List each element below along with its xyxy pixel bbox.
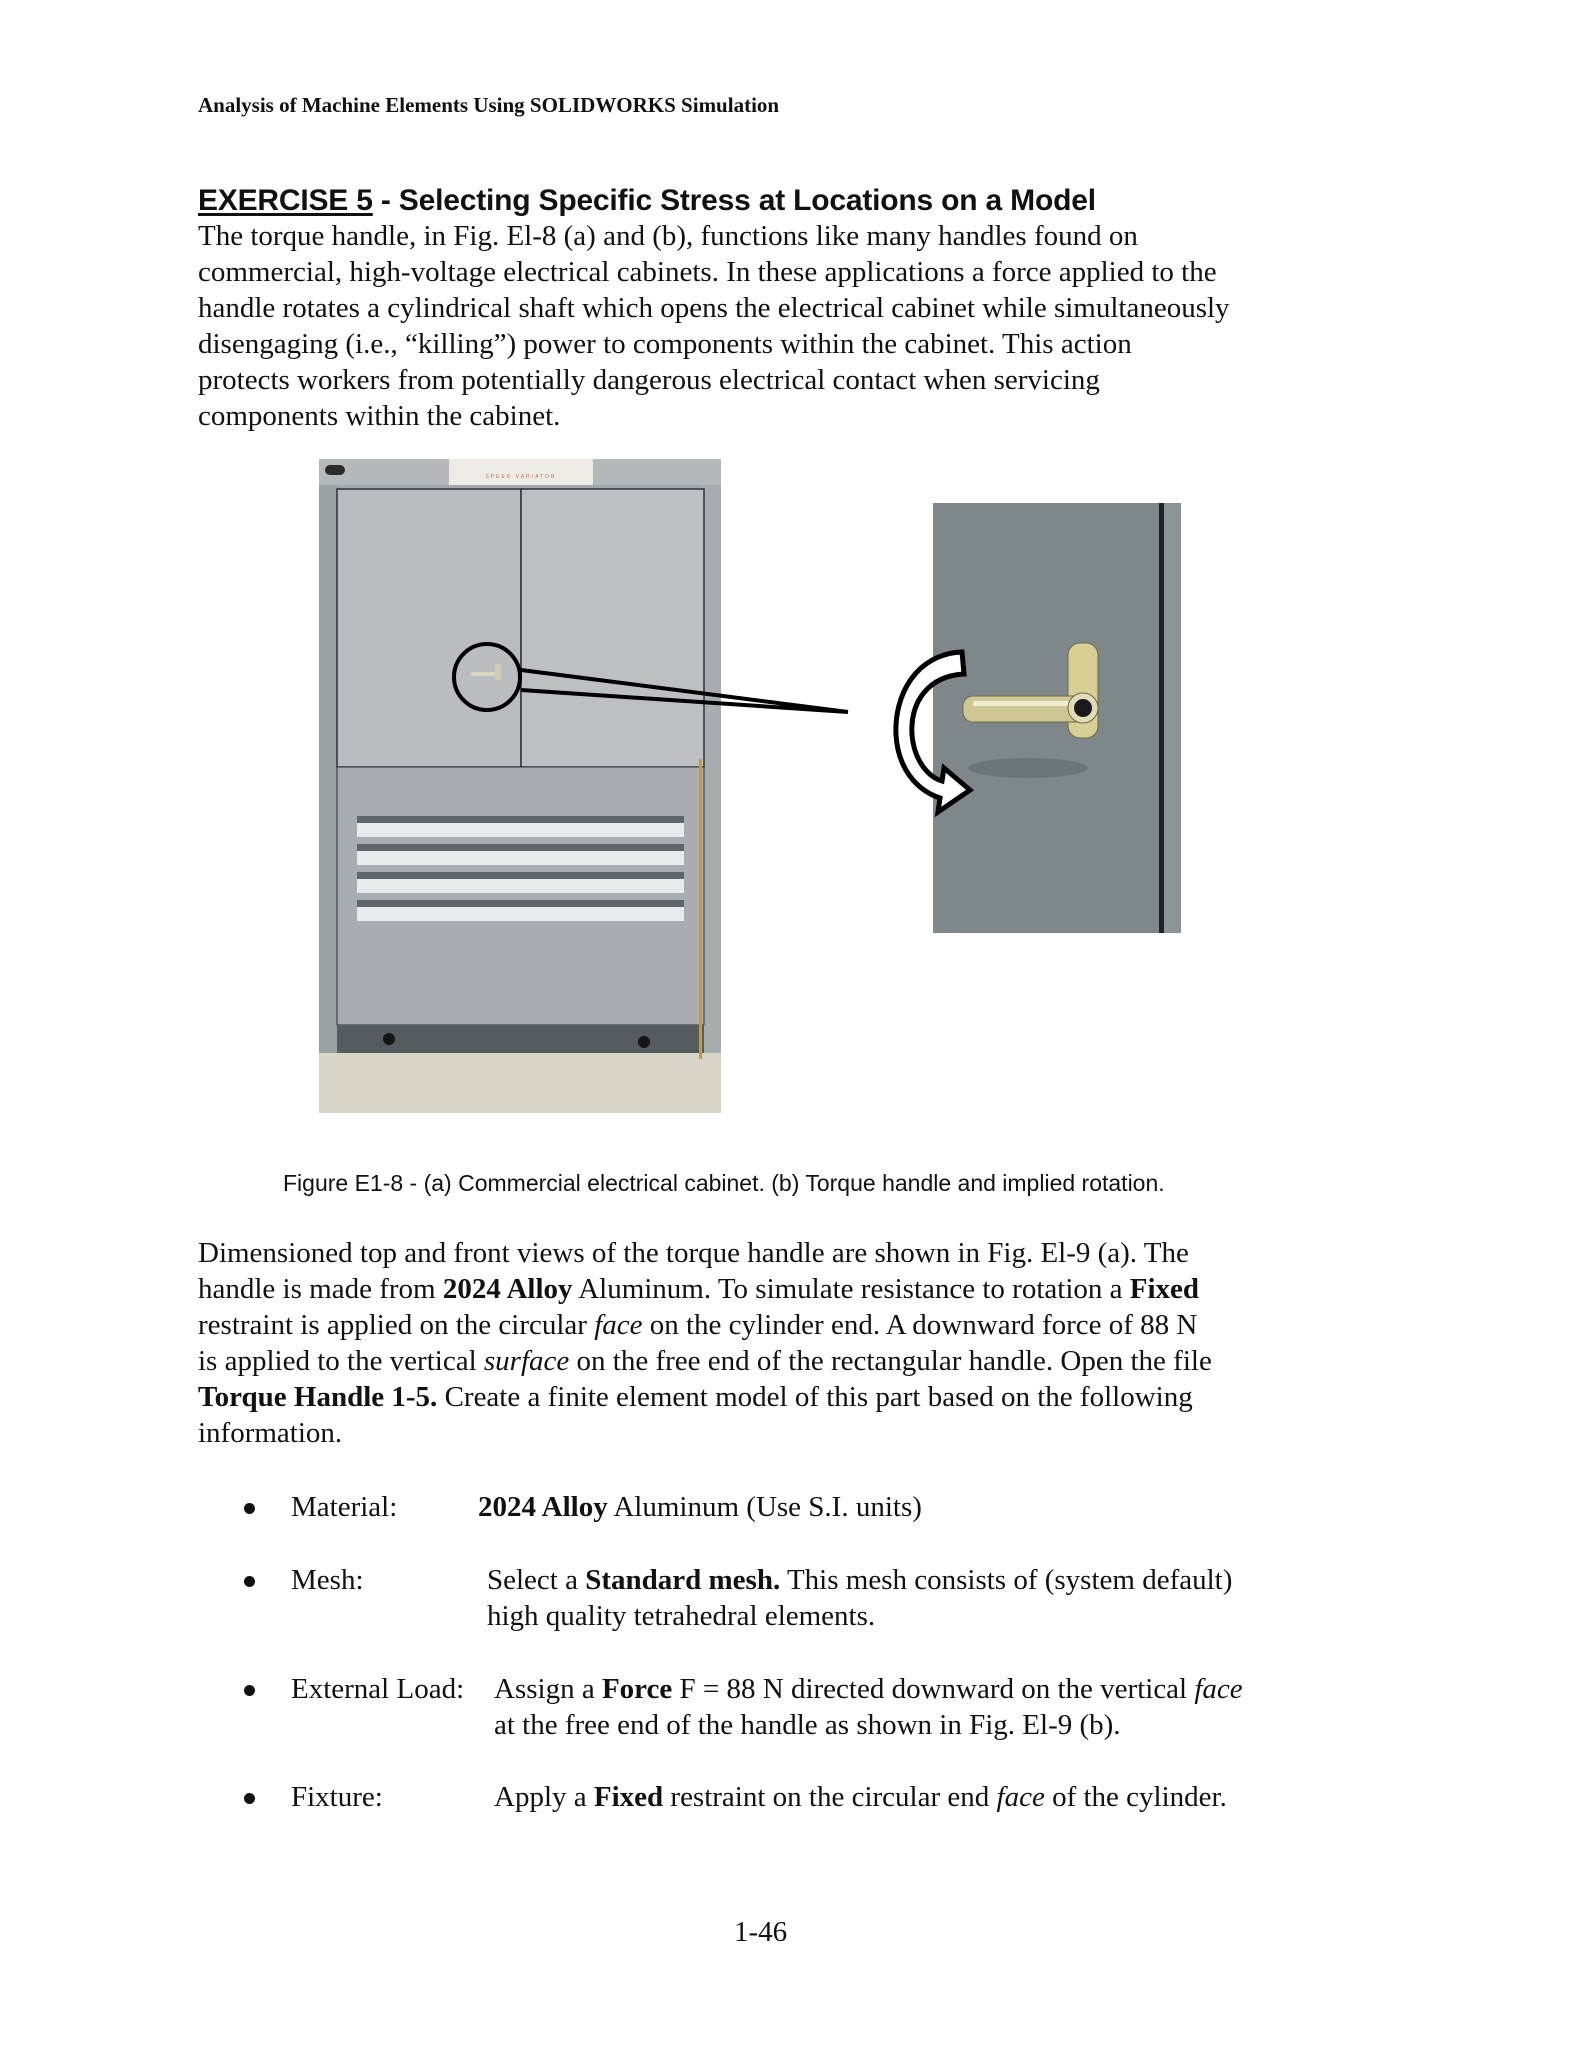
label-plate-text: SPEED VARIATOR	[485, 474, 557, 480]
text-run: Create a finite element model of this part based on the following	[437, 1381, 1193, 1413]
paragraph-line: disengaging (i.e., “killing”) power to components within the cabinet. This action	[198, 328, 1132, 360]
exercise-number: EXERCISE 5	[198, 184, 373, 217]
restraint-type: Fixed	[1129, 1273, 1200, 1305]
material-name: 2024 Alloy	[442, 1273, 573, 1305]
spec-label: Mesh:	[291, 1564, 364, 1596]
text-run: on the free end of the rectangular handle. Open the file	[569, 1345, 1212, 1377]
text-run: face	[1194, 1673, 1243, 1705]
text-run: face	[996, 1781, 1045, 1813]
text-run: Force	[601, 1673, 673, 1705]
text-run: at the free end of the handle as shown in Fig. El-9 (b).	[494, 1709, 1121, 1741]
paragraph-line	[198, 1379, 1212, 1415]
spec-label: Material:	[291, 1491, 398, 1523]
bullet-icon	[244, 1503, 255, 1514]
page-number: 1-46	[734, 1916, 788, 1948]
emphasis-face: face	[594, 1309, 643, 1341]
text-run: high quality tetrahedral elements.	[487, 1600, 876, 1632]
running-header: Analysis of Machine Elements Using SOLIDWORKS Simulation	[198, 93, 780, 117]
intro-paragraph	[198, 218, 1230, 434]
text-run: Standard mesh.	[585, 1564, 781, 1596]
paragraph-line	[198, 1307, 1212, 1343]
bullet-icon	[244, 1793, 255, 1804]
text-run: Assign a	[494, 1673, 602, 1705]
text-run: Aluminum (Use S.I. units)	[607, 1491, 922, 1523]
callout-pointer	[518, 660, 858, 720]
paragraph-line: The torque handle, in Fig. El-8 (a) and (b), functions like many handles found on	[198, 220, 1138, 252]
spec-value	[494, 1779, 1227, 1815]
spec-value	[478, 1489, 922, 1525]
text-run: is applied to the vertical	[198, 1345, 484, 1377]
spec-value	[494, 1671, 1243, 1743]
paragraph-line: components within the cabinet.	[198, 400, 561, 432]
paragraph-line	[198, 1343, 1212, 1379]
text-run: F = 88 N directed downward on the vertical	[672, 1673, 1195, 1705]
figure-caption: Figure E1-8 - (a) Commercial electrical cabinet. (b) Torque handle and implied rotation.	[283, 1170, 1165, 1196]
text-run: restraint on the circular end	[663, 1781, 997, 1813]
exercise-title	[198, 184, 1096, 218]
paragraph-line	[198, 1271, 1212, 1307]
text-run: restraint is applied on the circular	[198, 1309, 595, 1341]
spec-label: External Load:	[291, 1673, 465, 1705]
details-paragraph	[198, 1235, 1212, 1451]
bullet-icon	[244, 1576, 255, 1587]
paragraph-line: information.	[198, 1417, 343, 1449]
paragraph-line: protects workers from potentially dangerous electrical contact when servicing	[198, 364, 1100, 396]
emphasis-surface: surface	[483, 1345, 570, 1377]
paragraph-line: Dimensioned top and front views of the torque handle are shown in Fig. El-9 (a). The	[198, 1237, 1189, 1269]
text-run: of the cylinder.	[1044, 1781, 1227, 1813]
spec-value	[487, 1562, 1232, 1634]
text-run: on the cylinder end. A downward force of 88 N	[642, 1309, 1198, 1341]
rotation-arrow-icon	[888, 640, 978, 830]
cabinet-illustration	[319, 459, 721, 1113]
text-run: Apply a	[494, 1781, 594, 1813]
text-run: Aluminum. To simulate resistance to rotation a	[572, 1273, 1130, 1305]
spec-label: Fixture:	[291, 1781, 383, 1813]
text-run: This mesh consists of (system default)	[780, 1564, 1233, 1596]
paragraph-line: handle rotates a cylindrical shaft which opens the electrical cabinet while simultaneously	[198, 292, 1230, 324]
text-run: 2024 Alloy	[478, 1491, 608, 1523]
file-name: Torque Handle 1-5.	[198, 1381, 438, 1413]
figure-a-cabinet-photo	[319, 459, 721, 1113]
text-run: handle is made from	[198, 1273, 443, 1305]
paragraph-line: commercial, high-voltage electrical cabinets. In these applications a force applied to the	[198, 256, 1217, 288]
exercise-title-text: - Selecting Specific Stress at Locations on a Model	[372, 184, 1096, 217]
bullet-icon	[244, 1685, 255, 1696]
text-run: Select a	[487, 1564, 586, 1596]
text-run: Fixed	[593, 1781, 664, 1813]
